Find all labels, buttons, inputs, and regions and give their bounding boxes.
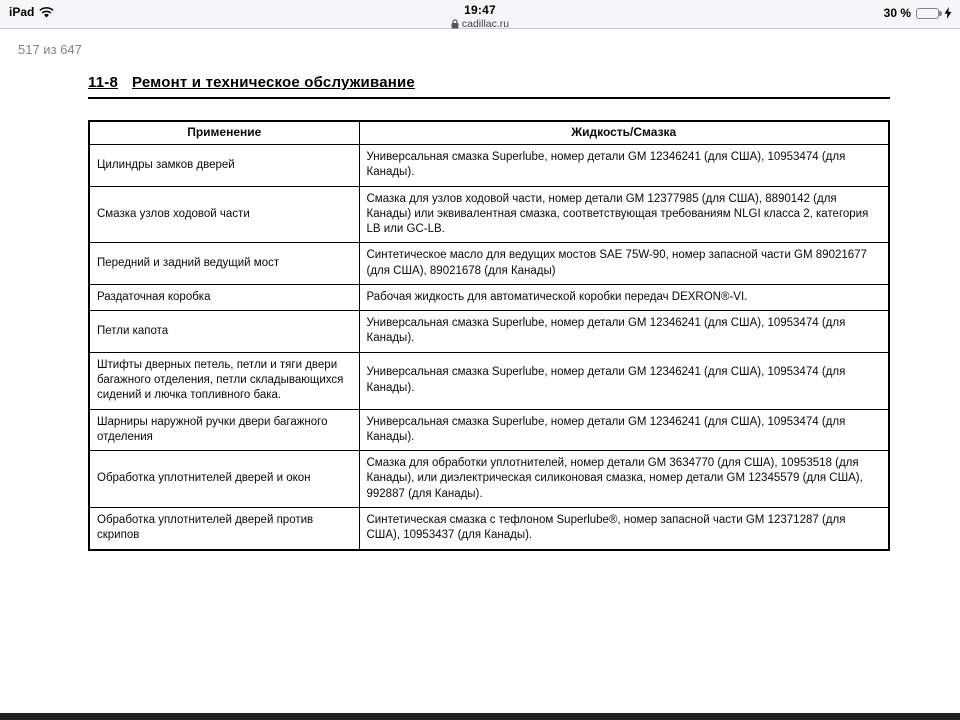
fluid-cell: Синтетическое масло для ведущих мостов SAE 75W-90, номер запасной части GM 89021677 (для США), 89021678 (для Канады) <box>359 243 889 285</box>
fluid-cell: Универсальная смазка Superlube, номер детали GM 12346241 (для США), 10953474 (для Канады). <box>359 352 889 409</box>
status-right-group <box>884 6 952 20</box>
section-heading <box>88 74 890 99</box>
fluid-cell: Универсальная смазка Superlube, номер детали GM 12346241 (для США), 10953474 (для Канады). <box>359 144 889 186</box>
application-cell: Цилиндры замков дверей <box>89 144 359 186</box>
application-cell: Смазка узлов ходовой части <box>89 186 359 243</box>
section-number: 11-8 <box>88 74 118 91</box>
page-indicator: 517 из 647 <box>18 42 82 57</box>
application-cell: Обработка уплотнителей дверей против скрипов <box>89 508 359 550</box>
table-row <box>89 186 889 243</box>
application-cell: Обработка уплотнителей дверей и окон <box>89 451 359 508</box>
table-row <box>89 508 889 550</box>
fluid-cell: Смазка для узлов ходовой части, номер детали GM 12377985 (для США), 8890142 (для Канады) или эквивалентная смазка, соответствующая требованиям NLGI класса 2, категория LB или GC-LB. <box>359 186 889 243</box>
document-page <box>88 74 890 551</box>
status-bar <box>0 0 960 29</box>
section-title: Ремонт и техническое обслуживание <box>132 74 415 91</box>
application-cell: Штифты дверных петель, петли и тяги двери багажного отделения, петли складывающихся сидений и лючка топливного бака. <box>89 352 359 409</box>
application-cell: Шарниры наружной ручки двери багажного отделения <box>89 409 359 451</box>
fluid-cell: Универсальная смазка Superlube, номер детали GM 12346241 (для США), 10953474 (для Канады). <box>359 409 889 451</box>
fluid-cell: Универсальная смазка Superlube, номер детали GM 12346241 (для США), 10953474 (для Канады). <box>359 311 889 353</box>
col-header-application: Применение <box>89 121 359 144</box>
status-center-group <box>0 3 960 30</box>
url-bar[interactable] <box>0 18 960 30</box>
charging-bolt-icon <box>944 7 952 19</box>
application-cell: Передний и задний ведущий мост <box>89 243 359 285</box>
fluid-cell: Рабочая жидкость для автоматической коробки передач DEXRON®-VI. <box>359 284 889 310</box>
col-header-fluid: Жидкость/Смазка <box>359 121 889 144</box>
table-row <box>89 144 889 186</box>
table-row <box>89 451 889 508</box>
lubricants-table <box>88 120 890 551</box>
table-row <box>89 243 889 285</box>
application-cell: Петли капота <box>89 311 359 353</box>
fluid-cell: Синтетическая смазка с тефлоном Superlube®, номер запасной части GM 12371287 (для США), 10953437 (для Канады). <box>359 508 889 550</box>
device-label: iPad <box>9 5 35 19</box>
table-row <box>89 284 889 310</box>
table-row <box>89 409 889 451</box>
clock: 19:47 <box>464 3 496 17</box>
lock-icon <box>451 19 459 29</box>
battery-percent-label: 30 % <box>883 6 911 20</box>
table-header-row <box>89 121 889 144</box>
url-text: cadillac.ru <box>461 18 510 30</box>
battery-icon <box>916 8 939 19</box>
bottom-screen-edge <box>0 713 960 720</box>
table-row <box>89 352 889 409</box>
application-cell: Раздаточная коробка <box>89 284 359 310</box>
table-row <box>89 311 889 353</box>
fluid-cell: Смазка для обработки уплотнителей, номер детали GM 3634770 (для США), 10953518 (для Канады), или диэлектрическая силиконовая смазка, номер детали GM 12345579 (для США), 992887 (для Канады). <box>359 451 889 508</box>
